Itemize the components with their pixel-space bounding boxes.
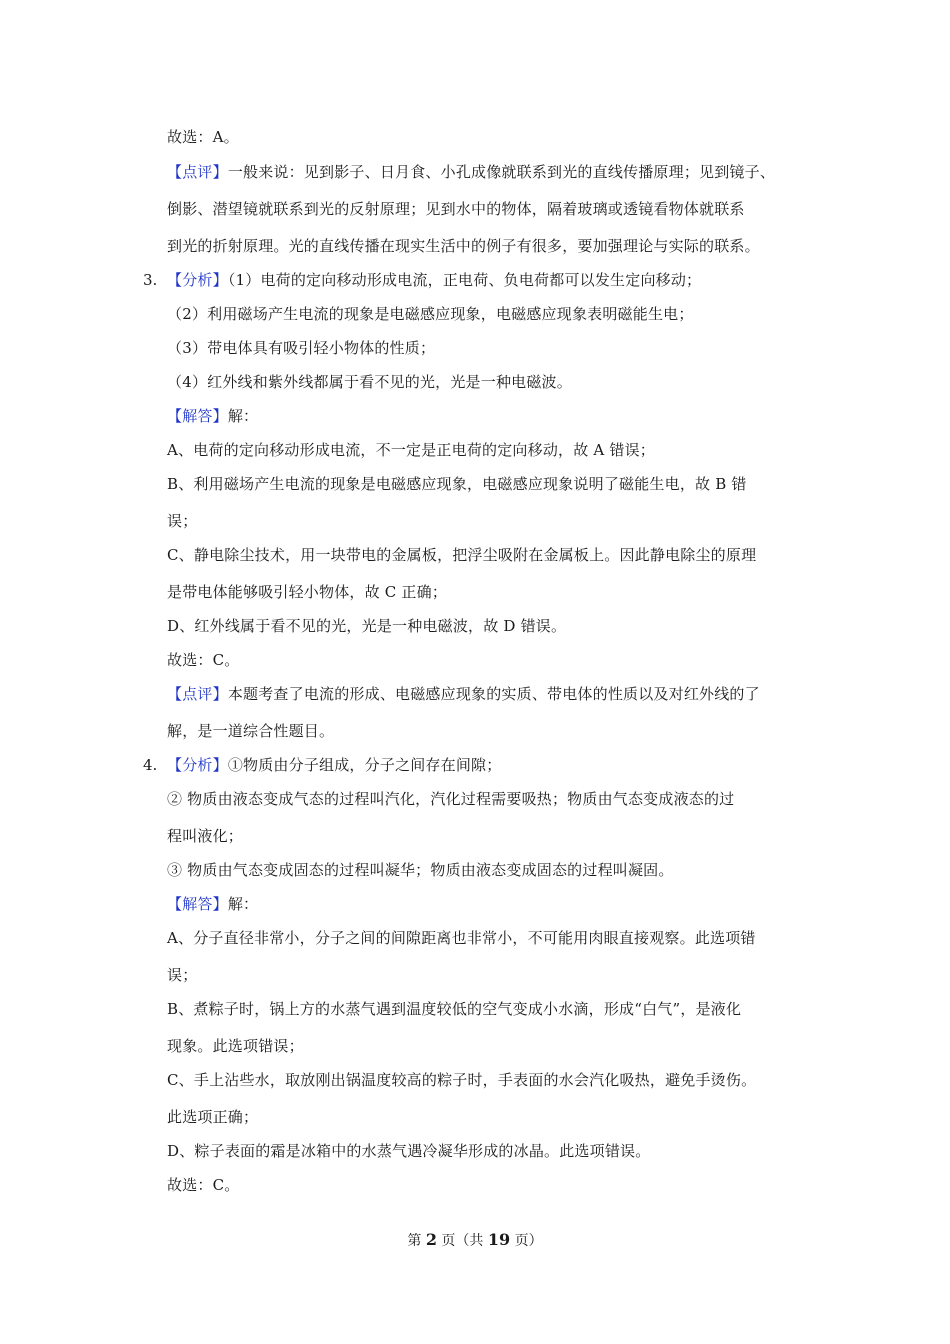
choice-line: 故选：C。 bbox=[167, 1176, 240, 1194]
answer-line: 误； bbox=[167, 966, 198, 984]
answer-line: A、电荷的定向移动形成电流，不一定是正电荷的定向移动，故 A 错误； bbox=[167, 441, 656, 459]
answer-line: D、红外线属于看不见的光，光是一种电磁波，故 D 错误。 bbox=[167, 617, 567, 635]
choice-line: 故选：C。 bbox=[167, 651, 240, 669]
analysis-line: （4）红外线和紫外线都属于看不见的光，光是一种电磁波。 bbox=[167, 373, 572, 391]
answer-line: C、静电除尘技术，用一块带电的金属板，把浮尘吸附在金属板上。因此静电除尘的原理 bbox=[167, 546, 757, 564]
review-tag: 【点评】 bbox=[167, 163, 228, 181]
answer-line: 现象。此选项错误； bbox=[167, 1037, 304, 1055]
review-line: 到光的折射原理。光的直线传播在现实生活中的例子有很多，要加强理论与实际的联系。 bbox=[167, 237, 760, 255]
answer-tag: 【解答】 bbox=[167, 407, 228, 425]
question-number: 4. bbox=[143, 756, 158, 774]
analysis-tag: 【分析】 bbox=[167, 271, 228, 289]
review-tag: 【点评】 bbox=[167, 685, 228, 703]
analysis-line: 【分析】①物质由分子组成，分子之间存在间隙； bbox=[167, 756, 502, 774]
answer-line: A、分子直径非常小，分子之间的间隙距离也非常小，不可能用肉眼直接观察。此选项错 bbox=[167, 929, 756, 947]
analysis-line: （3）带电体具有吸引轻小物体的性质； bbox=[167, 339, 436, 357]
analysis-line: 程叫液化； bbox=[167, 827, 244, 845]
page-number: 2 bbox=[425, 1230, 437, 1249]
answer-line: C、手上沾些水，取放刚出锅温度较高的粽子时，手表面的水会汽化吸热，避免手烫伤。 bbox=[167, 1071, 757, 1089]
analysis-line: ② 物质由液态变成气态的过程叫汽化，汽化过程需要吸热；物质由气态变成液态的过 bbox=[167, 790, 735, 808]
question-number: 3. bbox=[143, 271, 158, 289]
answer-line: B、利用磁场产生电流的现象是电磁感应现象，电磁感应现象说明了磁能生电，故 B 错 bbox=[167, 475, 747, 493]
answer-line: D、粽子表面的霜是冰箱中的水蒸气遇冷凝华形成的冰晶。此选项错误。 bbox=[167, 1142, 651, 1160]
answer-line: 误； bbox=[167, 512, 198, 530]
review-line: 倒影、潜望镜就联系到光的反射原理；见到水中的物体，隔着玻璃或透镜看物体就联系 bbox=[167, 200, 745, 218]
review-line: 【点评】本题考查了电流的形成、电磁感应现象的实质、带电体的性质以及对红外线的了 bbox=[167, 685, 760, 703]
analysis-line: ③ 物质由气态变成固态的过程叫凝华；物质由液态变成固态的过程叫凝固。 bbox=[167, 861, 674, 879]
answer-line: 【解答】解： bbox=[167, 407, 259, 425]
choice-line: 故选：A。 bbox=[167, 128, 239, 146]
answer-line: B、煮粽子时，锅上方的水蒸气遇到温度较低的空气变成小水滴，形成“白气”，是液化 bbox=[167, 1000, 742, 1018]
analysis-tag: 【分析】 bbox=[167, 756, 228, 774]
answer-line: 此选项正确； bbox=[167, 1108, 259, 1126]
analysis-line: 【分析】（1）电荷的定向移动形成电流，正电荷、负电荷都可以发生定向移动； bbox=[167, 271, 702, 289]
page-footer: 第 2 页（共 19 页） bbox=[407, 1230, 543, 1249]
answer-line: 【解答】解： bbox=[167, 895, 259, 913]
answer-line: 是带电体能够吸引轻小物体，故 C 正确； bbox=[167, 583, 448, 601]
analysis-line: （2）利用磁场产生电流的现象是电磁感应现象，电磁感应现象表明磁能生电； bbox=[167, 305, 694, 323]
review-line: 解，是一道综合性题目。 bbox=[167, 722, 335, 740]
answer-tag: 【解答】 bbox=[167, 895, 228, 913]
page-total: 19 bbox=[487, 1230, 511, 1249]
review-line: 【点评】一般来说：见到影子、日月食、小孔成像就联系到光的直线传播原理；见到镜子、 bbox=[167, 163, 776, 181]
